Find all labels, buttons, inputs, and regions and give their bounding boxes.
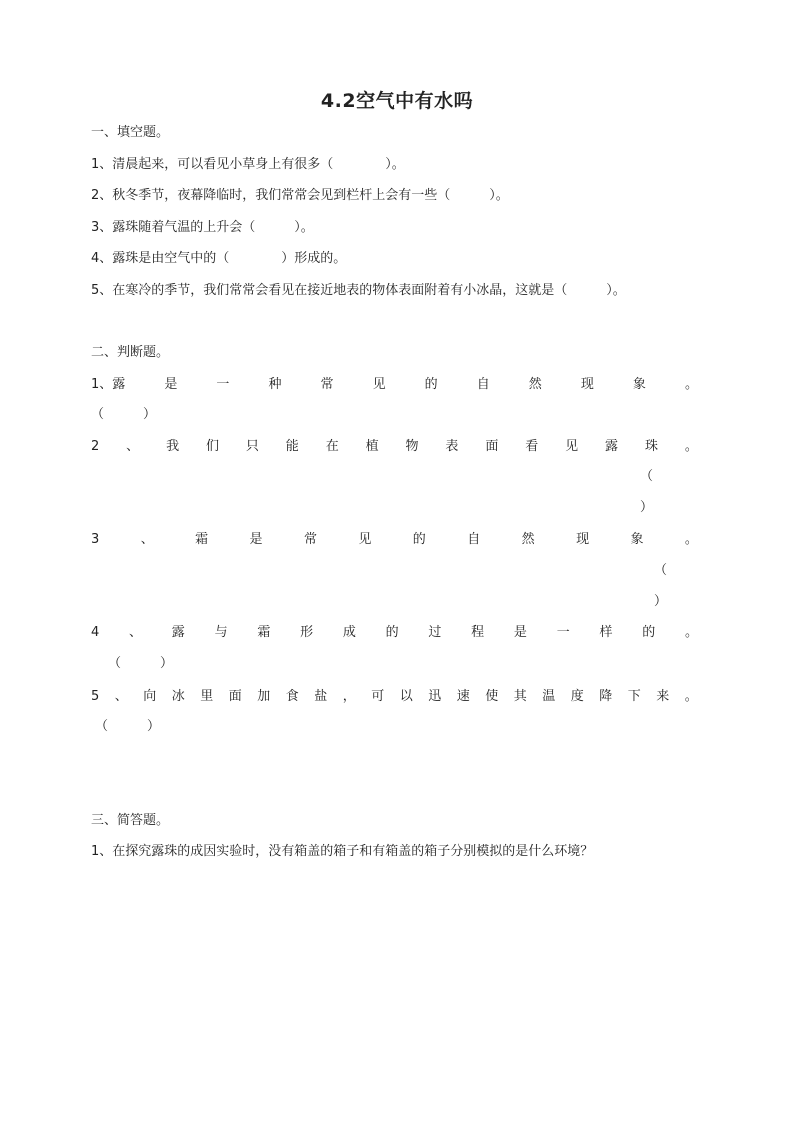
answer-paren-close-3: ） [654,594,668,609]
true-false-question-5: 5 、 向 冰 里 面 加 食 盐 ， 可 以 迅 速 使 其 温 度 降 下 来 。 [91,689,698,704]
fill-blank-question-2: 2、秋冬季节，夜幕降临时，我们常常会见到栏杆上会有一些（ ）。 [91,188,509,203]
fill-blank-question-5: 5、在寒冷的季节，我们常常会看见在接近地表的物体表面附着有小冰晶，这就是（ ）。 [91,283,626,298]
section-heading-fill-blank: 一、填空题。 [91,125,170,140]
answer-paren-open-3: （ [654,563,668,578]
answer-parentheses-4: （ ） [108,656,174,671]
fill-blank-question-1: 1、清晨起来，可以看见小草身上有很多（ ）。 [91,157,405,172]
true-false-question-1: 1、露 是 一 种 常 见 的 自 然 现 象 。 [91,377,698,392]
short-answer-question-1: 1、在探究露珠的成因实验时，没有箱盖的箱子和有箱盖的箱子分别模拟的是什么环境？ [91,844,594,859]
fill-blank-question-4: 4、露珠是由空气中的（ ）形成的。 [91,251,347,266]
answer-paren-open-2: （ [640,469,654,484]
section-heading-true-false: 二、判断题。 [91,345,170,360]
true-false-question-4: 4 、 露 与 霜 形 成 的 过 程 是 一 样 的 。 [91,625,698,640]
section-heading-short-answer: 三、简答题。 [91,813,170,828]
answer-parentheses-5: （ ） [95,719,161,734]
true-false-question-3: 3 、 霜 是 常 见 的 自 然 现 象 。 [91,532,698,547]
true-false-question-2: 2 、 我 们 只 能 在 植 物 表 面 看 见 露 珠 。 [91,439,698,454]
answer-paren-close-2: ） [640,500,654,515]
fill-blank-question-3: 3、露珠随着气温的上升会（ ）。 [91,220,314,235]
answer-parentheses-1: （ ） [91,407,157,422]
page-title: 4.2空气中有水吗 [320,90,474,112]
